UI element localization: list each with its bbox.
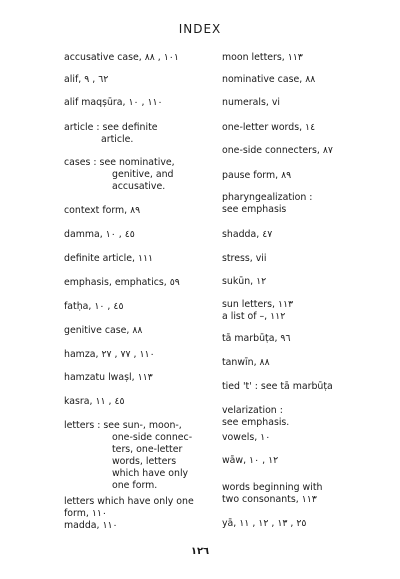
- index-entry: [64, 253, 216, 265]
- index-term-continuation: accusative.: [112, 181, 166, 192]
- index-entry: [222, 192, 382, 216]
- index-entry: [222, 381, 382, 393]
- index-term: tied 't' : see tā marbūṭa: [222, 381, 333, 392]
- index-entry: [222, 52, 382, 64]
- index-entry: [222, 405, 382, 429]
- index-term: sukūn, ١٢: [222, 276, 267, 287]
- index-entry: [64, 74, 216, 86]
- index-term-continuation: see emphasis.: [222, 417, 290, 428]
- index-term: context form, ٨٩: [64, 205, 141, 216]
- index-term: tanwīn, ٨٨: [222, 357, 270, 368]
- index-term: cases : see nominative,: [64, 157, 175, 168]
- page-title: INDEX: [178, 22, 222, 36]
- index-term: stress, vii: [222, 253, 267, 264]
- index-term-continuation: two consonants, ١١٣: [222, 494, 317, 505]
- index-term-continuation: form, ١١٠: [64, 508, 107, 519]
- index-entry: [64, 229, 216, 241]
- index-term: genitive case, ٨٨: [64, 325, 143, 336]
- index-term: kasra, ٤٥ , ١١: [64, 396, 125, 407]
- index-term: pause form, ٨٩: [222, 170, 292, 181]
- index-entry: [64, 520, 216, 532]
- index-entry: [222, 518, 382, 530]
- index-term: alif maqṣūra, ١١٠ , ١٠: [64, 97, 163, 108]
- index-entry: [222, 74, 382, 86]
- index-term: yā, ٢٥ , ١٣ , ١٢ , ١١: [222, 518, 307, 529]
- index-term: words beginning with: [222, 482, 323, 493]
- index-entry: [64, 277, 216, 289]
- index-entry: [64, 420, 216, 492]
- index-entry: [64, 122, 216, 146]
- index-term: accusative case, ١٠١ , ٨٨: [64, 52, 179, 63]
- index-term-continuation: see emphasis: [222, 204, 287, 215]
- index-entry: [222, 97, 382, 109]
- index-term: moon letters, ١١٣: [222, 52, 303, 63]
- index-entry: [64, 372, 216, 384]
- index-term: emphasis, emphatics, ٥٩: [64, 277, 180, 288]
- index-term: vowels, ١٠: [222, 432, 271, 443]
- index-term: letters : see sun-, moon-,: [64, 420, 182, 431]
- index-term: wāw, ١٢ , ١٠: [222, 455, 279, 466]
- index-entry: [222, 455, 382, 467]
- index-term: one-side connecters, ٨٧: [222, 145, 333, 156]
- page-number: ١٢٦: [190, 546, 210, 557]
- index-term-continuation: which have only: [112, 468, 189, 479]
- index-term: nominative case, ٨٨: [222, 74, 316, 85]
- index-entry: [222, 276, 382, 288]
- index-term: alif, ٦٢ , ٩: [64, 74, 109, 85]
- index-term-continuation: a list of –, ١١٢: [222, 311, 286, 322]
- index-term: hamza, ١١٠ , ٧٧ , ٢٧: [64, 349, 155, 360]
- index-term: article : see definite: [64, 122, 158, 133]
- index-term-continuation: article.: [101, 134, 134, 145]
- index-term-continuation: genitive, and: [112, 169, 174, 180]
- index-term: madda, ١١٠: [64, 520, 118, 531]
- index-entry: [222, 482, 382, 506]
- index-term-continuation: one form.: [112, 480, 158, 491]
- index-entry: [64, 325, 216, 337]
- index-entry: [222, 333, 382, 345]
- index-entry: [222, 122, 382, 134]
- index-entry: [222, 357, 382, 369]
- index-term: tā marbūṭa, ٩٦: [222, 333, 291, 344]
- index-term: numerals, vi: [222, 97, 280, 108]
- index-entry: [64, 157, 216, 193]
- index-term-continuation: ters, one-letter: [112, 444, 183, 455]
- index-entry: [222, 145, 382, 157]
- index-term-continuation: one-side connec-: [112, 432, 193, 443]
- index-term: damma, ٤٥ , ١٠: [64, 229, 135, 240]
- index-entry: [222, 253, 382, 265]
- index-entry: [222, 299, 382, 323]
- index-term: shadda, ٤٧: [222, 229, 273, 240]
- index-entry: [64, 205, 216, 217]
- index-term: letters which have only one: [64, 496, 194, 507]
- index-entry: [222, 432, 382, 444]
- index-entry: [222, 229, 382, 241]
- index-entry: [64, 349, 216, 361]
- index-term: sun letters, ١١٣: [222, 299, 294, 310]
- index-term: one-letter words, ١٤: [222, 122, 316, 133]
- index-term: fatḥa, ٤٥ , ١٠: [64, 301, 124, 312]
- index-term-continuation: words, letters: [112, 456, 177, 467]
- index-term: definite article, ١١١: [64, 253, 154, 264]
- index-term: pharyngealization :: [222, 192, 313, 203]
- index-entry: [64, 301, 216, 313]
- index-term: velarization :: [222, 405, 283, 416]
- index-entry: [222, 170, 382, 182]
- index-entry: [64, 52, 216, 64]
- index-entry: [64, 496, 216, 520]
- index-entry: [64, 97, 216, 109]
- index-entry: [64, 396, 216, 408]
- index-term: hamzatu lwaṣl, ١١٣: [64, 372, 153, 383]
